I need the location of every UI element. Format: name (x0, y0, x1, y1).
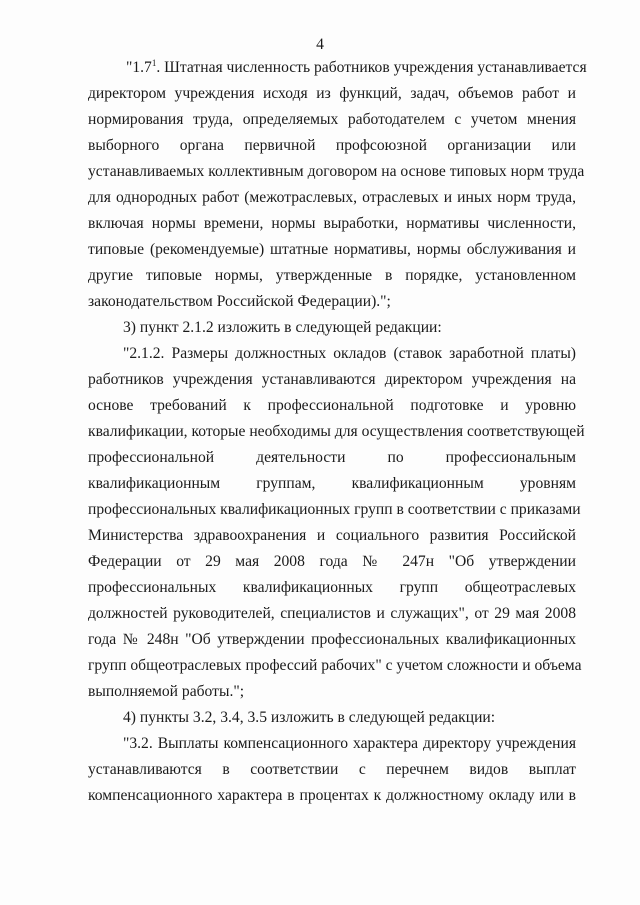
text-line-8: типовые (рекомендуемые) штатные нормативы, нормы обслуживания и (88, 241, 576, 258)
text-line-2: директором учреждения исходя из функций, задач, объемов работ и (88, 85, 576, 102)
superscript-1: 1 (151, 58, 157, 68)
text-line-21: профессиональных квалификационных групп общеотраслевых (88, 579, 576, 596)
text-line-10: законодательством Российской Федерации)."; (88, 293, 391, 310)
text-line-20: Федерации от 29 мая 2008 года № 247н "Об утверждении (88, 553, 576, 570)
text-line-5: устанавливаемых коллективным договором на основе типовых норм труда (88, 163, 585, 180)
text-line-28: устанавливаются в соответствии с перечнем видов выплат (88, 761, 576, 778)
text-line-25: выполняемой работы."; (88, 683, 245, 700)
text-line-11: 3) пункт 2.1.2 изложить в следующей редакции: (123, 319, 442, 336)
page-number: 4 (316, 36, 324, 53)
text-line-29: компенсационного характера в процентах к должностному окладу или в (88, 787, 576, 804)
text-line-17: квалификационным группам, квалификационным уровням (88, 475, 576, 492)
line-1-start: "1.7 (126, 59, 152, 76)
text-line-19: Министерства здравоохранения и социального развития Российской (88, 527, 576, 544)
text-line-1 (126, 55, 587, 81)
text-line-4: выборного органа первичной профсоюзной организации или (88, 137, 576, 154)
text-line-15: квалификации, которые необходимы для осуществления соответствующей (88, 423, 585, 440)
text-line-7: включая нормы времени, нормы выработки, нормативы численности, (88, 215, 576, 232)
text-line-13: работников учреждения устанавливаются директором учреждения на (88, 371, 576, 388)
text-line-27: "3.2. Выплаты компенсационного характера директору учреждения (123, 735, 576, 752)
text-line-12: "2.1.2. Размеры должностных окладов (ставок заработной платы) (123, 345, 576, 362)
text-line-23: года № 248н "Об утверждении профессиональных квалификационных (88, 631, 576, 648)
text-line-26: 4) пункты 3.2, 3.4, 3.5 изложить в следующей редакции: (123, 709, 496, 726)
text-line-22: должностей руководителей, специалистов и служащих", от 29 мая 2008 (88, 605, 576, 622)
text-line-18: профессиональных квалификационных групп в соответствии с приказами (88, 501, 581, 518)
line-1-rest: . Штатная численность работников учреждения устанавливается (156, 59, 587, 76)
text-line-24: групп общеотраслевых профессий рабочих" с учетом сложности и объема (88, 657, 582, 674)
text-line-14: основе требований к профессиональной подготовке и уровню (88, 397, 576, 414)
text-line-3: нормирования труда, определяемых работодателем с учетом мнения (88, 111, 576, 128)
text-line-16: профессиональной деятельности по профессиональным (88, 449, 576, 466)
text-line-6: для однородных работ (межотраслевых, отраслевых и иных норм труда, (88, 189, 576, 206)
text-line-9: другие типовые нормы, утвержденные в порядке, установленном (88, 267, 576, 284)
